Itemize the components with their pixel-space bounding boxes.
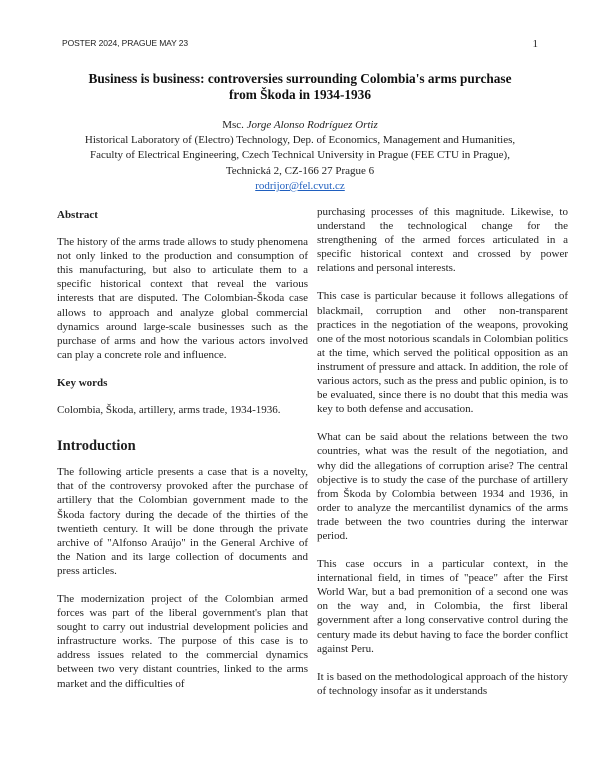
paragraph: The modernization project of the Colombian armed forces was part of the liberal government's plan that sought to carry out industrial development policies and infrastructure works. The purpose of this case is to address issues related to the commercial dynamics between two very distant countries, linked to the arms market and the difficulties of [57,592,308,690]
introduction-heading: Introduction [57,438,136,455]
paragraph: purchasing processes of this magnitude. Likewise, to understand the technological change for the strengthening of the armed forces articulated in a specific historical context and crossed by power relations and personal interests. [317,206,568,275]
affiliation-line-1: Historical Laboratory of (Electro) Technology, Dep. of Economics, Management and Humanities, [84,134,516,147]
author-name: Jorge Alonso Rodríguez Ortiz [246,119,378,131]
paragraph: This case occurs in a particular context, in the international field, in times of "peace" after the First World War, but a bad premonition of a second one was on the way and, in Colombia, the first liberal government after a long conservative control during the century made its debut having to face the border conflict against Peru. [317,558,568,655]
page-number: 1 [532,38,538,50]
email-link[interactable]: rodrijor@fel.cvut.cz [255,179,345,192]
title-line-2: from Škoda in 1934-1936 [229,87,371,102]
left-column [57,208,308,705]
affiliation-line-2: Faculty of Electrical Engineering, Czech Technical University in Prague (FEE CTU in Prague), [90,149,510,162]
paper-title [60,71,540,103]
right-column [317,205,568,712]
author-prefix: Msc. [222,119,247,131]
abstract-text: The history of the arms trade allows to study phenomena not only linked to the production and consumption of this manufacturing, but also to articulate them to a specific historical context that reveal the various interests that are disputed. The Colombian-Škoda case allows to approach and analyze global commercial dynamics around large-scale businesses such as the purchase of arms and how the various actors involved can play a concrete role and influence. [57,236,308,361]
paragraph: What can be said about the relations between the two countries, what was the result of the negotiation, and why did the allegations of corruption arise? The central objective is to study the case of the purchase of artillery from Škoda by Colombia between 1934 and 1936, in order to analyze the mercantilist dynamics of the arms trade between the two countries during the interwar period. [317,431,568,542]
keywords-heading: Key words [57,376,108,389]
paragraph: This case is particular because it follows allegations of blackmail, corruption and other non-transparent practices in the negotiation of the weapons, provoking one of the most notorious scandals in Colombian politics at the time, which served the political opposition as an instrument of pressure and attack. In addition, the role of various actors, such as the press and public opinion, is to be evaluated, since there is no doubt that this media was key to both defense and accusation. [317,290,568,416]
author-line [40,118,560,133]
keywords-text: Colombia, Škoda, artillery, arms trade, 1934-1936. [57,404,281,417]
running-head: POSTER 2024, PRAGUE MAY 23 [62,38,189,48]
paragraph: The following article presents a case that is a novelty, that of the controversy provoked after the purchase of artillery that the Colombian government made to the Škoda factory during the decade of the thirties of the twentieth century. It will be done through the private archive of "Alfonso Araújo" in the General Archive of the Nation and its large collection of documents and press articles. [57,466,308,577]
title-line-1: Business is business: controversies surrounding Colombia's arms purchase [88,71,512,86]
address: Technická 2, CZ-166 27 Prague 6 [225,164,375,177]
author-block [40,118,560,194]
abstract-heading: Abstract [57,209,98,221]
paragraph: It is based on the methodological approach of the history of technology insofar as it understands [317,670,568,697]
